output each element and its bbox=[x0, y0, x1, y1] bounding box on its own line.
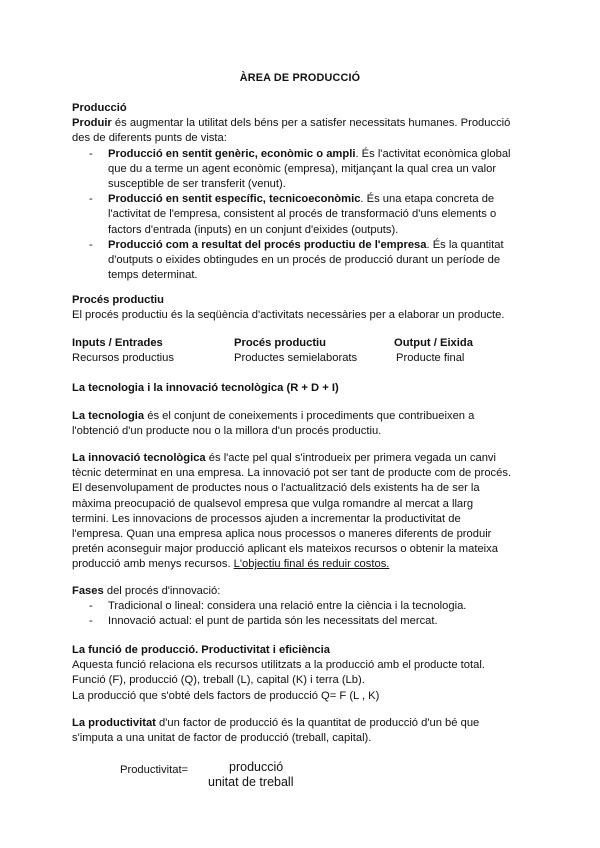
productivitat-formula bbox=[120, 760, 420, 800]
formula-lhs: Productivitat= bbox=[120, 764, 189, 776]
fases-bold: Fases bbox=[72, 585, 104, 597]
funcio-formula: La producció que s'obté dels factors de producció Q= F (L , K) bbox=[72, 689, 380, 702]
proces-heading: Procés productiu bbox=[72, 294, 165, 306]
table-cell: Productes semielaborats bbox=[234, 352, 358, 364]
funcio-heading: La funció de producció. Productivitat i eficiència bbox=[72, 644, 330, 656]
fases-text: del procés d'innovació: bbox=[103, 585, 221, 597]
produccio-intro-text: és augmentar la utilitat dels béns per a satisfer necessitats humanes. Producció des de diferents punts de vista: bbox=[72, 117, 511, 145]
item-bold: Producció en sentit genèric, econòmic o ampli bbox=[108, 147, 356, 160]
proces-text: El procés productiu és la seqüència d'activitats necessàries per a elaborar un producte. bbox=[72, 309, 505, 322]
list-item bbox=[72, 238, 512, 284]
funcio-section bbox=[72, 643, 512, 704]
funcio-text: Aquesta funció relaciona els recursos utilitzats a la producció amb el producte total. Funció (F), producció (Q), treball (L), capital (K) i terra (Lb). bbox=[72, 659, 485, 687]
tecnologia-text: és el conjunt de coneixements i procediments que contribueixen a l'obtenció d'un producte nou o la millora d'un procés productiu. bbox=[72, 410, 475, 438]
page-title: ÀREA DE PRODUCCIÓ bbox=[239, 72, 361, 84]
formula-denominator: unitat de treball bbox=[208, 775, 294, 789]
objectiu-underlined: L'objectiu final és reduir costos. bbox=[233, 558, 390, 571]
table-cell: Recursos productius bbox=[72, 352, 174, 364]
fases-section bbox=[72, 584, 512, 630]
table-cell: Producte final bbox=[396, 352, 465, 364]
produccio-intro-bold: Produir bbox=[72, 117, 112, 130]
tecnologia-p1 bbox=[72, 409, 512, 439]
table-header: Output / Eixida bbox=[394, 337, 473, 349]
list-item bbox=[72, 147, 512, 193]
proces-section bbox=[72, 293, 512, 323]
productivitat-bold: La productivitat bbox=[72, 717, 156, 729]
productivitat-section bbox=[72, 716, 512, 746]
innovacio-block bbox=[72, 451, 512, 573]
produccio-list bbox=[72, 147, 512, 284]
item-text: . És la quantitat d'outputs o eixides obtingudes en un procés de producció durant un període de temps determinat. bbox=[108, 238, 504, 282]
tecnologia-bold: La tecnologia bbox=[72, 410, 145, 422]
table-header: Inputs / Entrades bbox=[72, 337, 163, 349]
innovacio-text: és l'acte pel qual s'introdueix per primera vegada un canvi tècnic determinat en una empresa. La innovació pot ser tant de producte com de procés. bbox=[72, 452, 512, 480]
formula-numerator: producció bbox=[229, 760, 284, 774]
produccio-heading: Producció bbox=[72, 102, 127, 114]
item-bold: Producció com a resultat del procés productiu de l'empresa bbox=[108, 238, 427, 251]
list-item: - Innovació actual: el punt de partida són les necessitats del mercat. bbox=[72, 614, 512, 629]
item-text: . És l'activitat econòmica global que du a terme un agent econòmic (empresa), mitjançant la qual crea un valor susceptible de ser transferit (venut). bbox=[108, 147, 511, 191]
innovacio-bold: La innovació tecnològica bbox=[72, 452, 206, 464]
productivitat-text: d'un factor de producció és la quantitat de producció d'un bé que s'imputa a una unitat de factor de producció (treball, capital). bbox=[72, 717, 480, 745]
list-item: - Tradicional o lineal: considera una relació entre la ciència i la tecnologia. bbox=[72, 599, 512, 614]
item-text: . És una etapa concreta de l'activitat de l'empresa, consistent al procés de transformació d'uns elements o factors d'entrada (inputs) en un conjunt d'eixides (outputs). bbox=[108, 193, 497, 236]
table-header: Procés productiu bbox=[234, 337, 327, 349]
tecnologia-heading: La tecnologia i la innovació tecnològica (R + D + I) bbox=[72, 382, 339, 394]
desenvolupament-text: El desenvolupament de productes nous o l'actualització dels existents ha de ser la màxima preocupació de qualsevol empresa que vulga romandre al mercat a llarg termini. Les innovacions de processos ajuden a incrementar la productivitat de l'empresa. Quan una empresa aplica nous processos o maneres diferents de produir pretén aconseguir major producció aplicant els mateixos recursos o obtenir la mateixa producció amb menys recursos. bbox=[72, 482, 498, 571]
fases-list bbox=[72, 599, 512, 629]
list-item bbox=[72, 192, 512, 238]
produccio-intro bbox=[72, 116, 512, 146]
tecnologia-section bbox=[72, 381, 512, 396]
item-bold: Producció en sentit específic, tecnicoeconòmic bbox=[108, 193, 361, 206]
produccio-section bbox=[72, 101, 512, 283]
